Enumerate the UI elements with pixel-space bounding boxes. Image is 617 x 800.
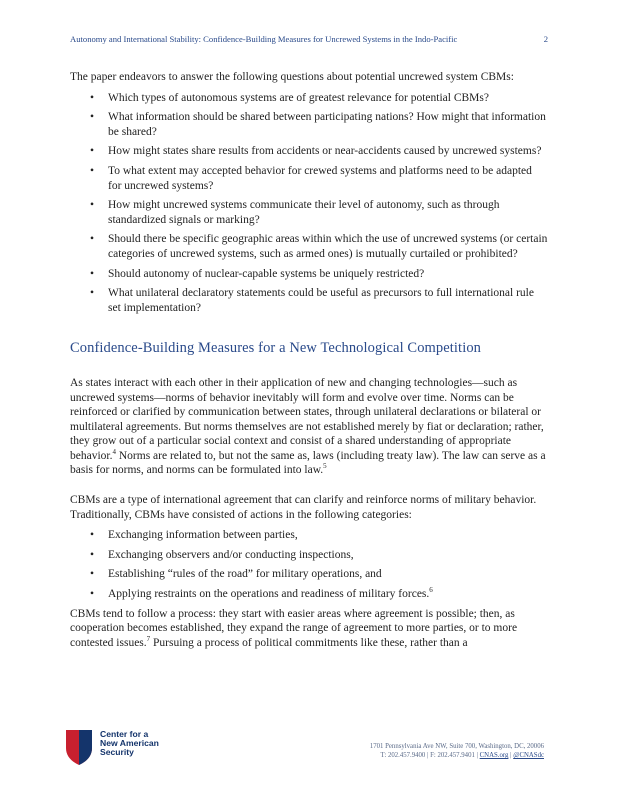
list-item: • Should autonomy of nuclear-capable systems be uniquely restricted? [70,267,548,282]
list-item: • Exchanging observers and/or conducting inspections, [70,548,548,563]
categories-list [70,528,548,601]
shield-logo-icon [64,728,94,766]
footer-contact [370,742,544,760]
list-item-text: Applying restraints on the operations and readiness of military forces. [108,588,430,601]
cnas-logo [64,728,184,768]
footnote-ref[interactable]: 4 [112,448,116,457]
document-body [70,70,548,650]
footnote-ref[interactable]: 7 [146,634,151,643]
running-title: Autonomy and International Stability: Confidence-Building Measures for Uncrewed Systems in the Indo-Pacific [70,34,458,44]
intro-paragraph: The paper endeavors to answer the following questions about potential uncrewed system CBMs: [70,71,514,83]
paragraph-text: As states interact with each other in their application of new and changing technologies—such as uncrewed systems—norms of behavior inevitably will form and evolve over time. Norms can be reinforced or clarified by communication between states, through unilateral declarations or bilateral or multilateral agreements. But norms themselves are not established merely by fiat or declaration; rather, they grow out of a particular social context and consist of a shared understanding of appropriate behavior. [70,376,544,462]
logo-line: New American [100,738,159,748]
footnote-ref[interactable]: 5 [323,462,327,471]
list-item [70,587,548,602]
page-footer [64,728,544,768]
questions-list [70,91,548,316]
list-item: • How might states share results from accidents or near-accidents caused by uncrewed systems? [70,144,548,159]
website-link[interactable]: CNAS.org [479,752,509,759]
list-item: • Which types of autonomous systems are of greatest relevance for potential CBMs? [70,91,548,106]
list-item: • Establishing “rules of the road” for military operations, and [70,567,548,582]
logo-line: Center for a [100,729,149,739]
logo-line: Security [100,747,134,757]
list-item: • To what extent may accepted behavior for crewed systems and platforms need to be adapted for uncrewed systems? [70,164,548,193]
paragraph-text: Pursuing a process of political commitments like these, rather than a [150,636,468,649]
body-paragraph [70,376,548,478]
list-item: • What information should be shared between participating nations? How might that information be shared? [70,110,548,139]
paragraph-text: CBMs tend to follow a process: they start with easier areas where agreement is possible; then, as cooperation becomes established, they expand the range of agreement to more parties, or to more contested issues. [70,607,518,649]
footer-address: 1701 Pennsylvania Ave NW, Suite 700, Washington, DC, 20006 [369,743,544,750]
footnote-ref[interactable]: 6 [429,586,433,595]
paragraph-text: Norms are related to, but not the same as, laws (including treaty law). The law can serve as a basis for norms, and norms can be formulated into law. [70,449,546,477]
logo-wordmark [100,730,159,757]
section-heading: Confidence-Building Measures for a New Technological Competition [70,340,482,357]
page-number: 2 [543,34,548,44]
list-item: • Should there be specific geographic areas within which the use of uncrewed systems (or certain categories of uncrewed systems, such as armed ones) is mutually curtailed or prohibited? [70,232,548,261]
list-item: • How might uncrewed systems communicate their level of autonomy, such as through standardized signals or marking? [70,198,548,227]
list-item: • Exchanging information between parties, [70,528,548,543]
list-item: • What unilateral declaratory statements could be useful as precursors to full international rule set implementation? [70,286,548,315]
body-paragraph: CBMs are a type of international agreement that can clarify and reinforce norms of military behavior. Traditionally, CBMs have consisted of actions in the following categories: [70,494,537,521]
body-paragraph [70,607,548,651]
running-header [70,34,548,44]
footer-contact-line: T: 202.457.9400 | F: 202.457.9401 | CNAS.org | @CNASdc [380,752,544,759]
footer-fax: F: 202.457.9401 [430,752,475,759]
twitter-link[interactable]: @CNASdc [513,752,544,759]
footer-phone: T: 202.457.9400 [380,752,426,759]
